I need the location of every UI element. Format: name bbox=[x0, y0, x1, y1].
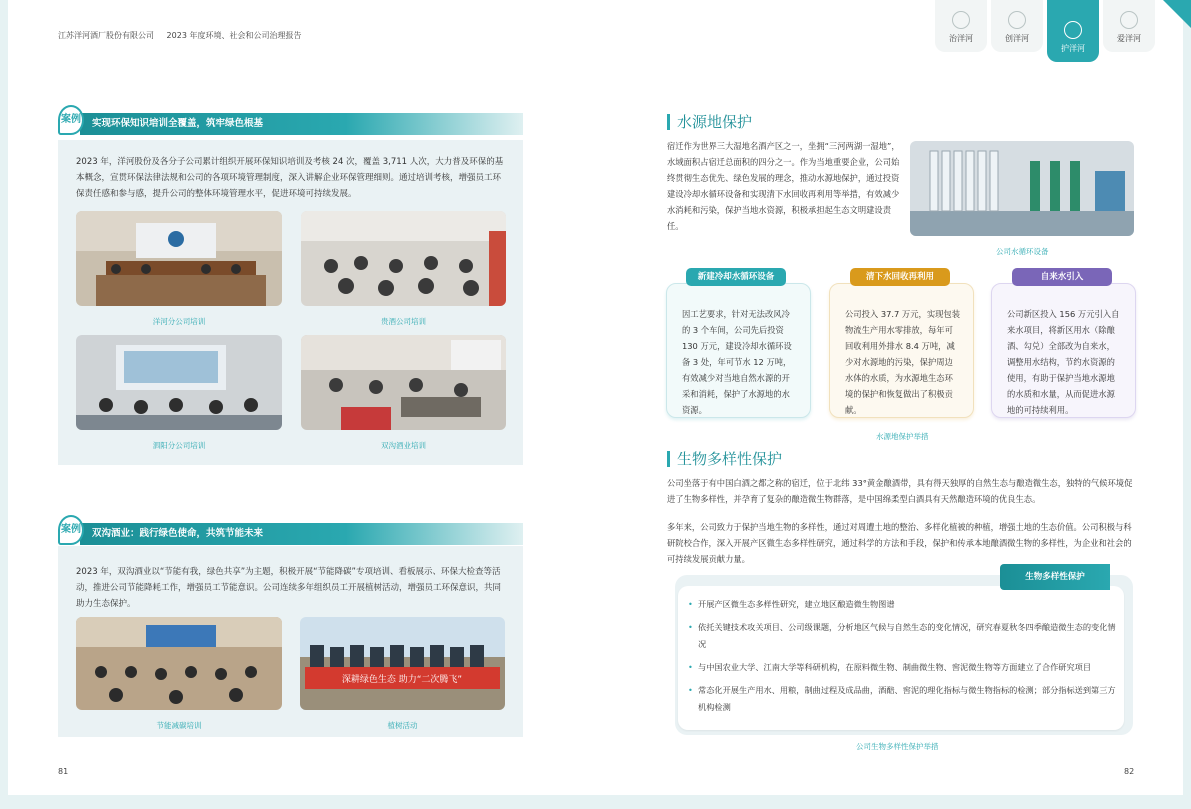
planting-banner-text: 深耕绿色生态 助力“二次腾飞” bbox=[341, 675, 463, 685]
photo-tree-planting bbox=[300, 617, 505, 710]
case2-badge: 案例 bbox=[58, 515, 84, 545]
page-number-left: 81 bbox=[58, 767, 69, 776]
gear-leaf-icon bbox=[952, 11, 970, 29]
case1-title: 实现环保知识培训全覆盖，筑牢绿色根基 bbox=[80, 113, 523, 135]
card-clean-water-reuse-label: 清下水回收再利用 bbox=[850, 268, 950, 286]
company-name: 江苏洋河酒厂股份有限公司 bbox=[58, 31, 154, 40]
chapter-nav bbox=[935, 0, 1155, 62]
water-section-title: 水源地保护 bbox=[667, 114, 752, 130]
caption-tree-planting: 植树活动 bbox=[387, 721, 418, 730]
lightbulb-icon bbox=[1008, 11, 1026, 29]
photo-guijiu-training bbox=[301, 211, 506, 306]
water-drop-icon bbox=[1064, 21, 1082, 39]
page-number-right: 82 bbox=[1124, 767, 1135, 776]
caption-siyang-training: 泗阳分公司培训 bbox=[152, 441, 206, 450]
photo-shuanggou-training bbox=[301, 335, 506, 430]
caption-water-measures: 水源地保护举措 bbox=[876, 432, 929, 441]
photo-energy-training bbox=[76, 617, 282, 710]
case2-title: 双沟酒业：践行绿色使命，共筑节能未来 bbox=[80, 523, 523, 545]
bio-section-title: 生物多样性保护 bbox=[667, 451, 782, 467]
photo-water-cycle-equipment bbox=[910, 141, 1134, 236]
card-clean-water-reuse-text: 公司投入 37.7 万元，实现包装物流生产用水零排放，每年可回收利用外排水 8.4 万吨，减少对水源地的污染，保护周边水体的水质，为水源地生态环境的保护和恢复做出了积极贡献。 bbox=[845, 309, 961, 415]
list-item: • 依托关键技术攻关项目、公司级课题，分析地区气候与自然生态的变化情况，研究春夏秋冬四季酿造微生态的变化情况 bbox=[688, 619, 1118, 653]
card-cooling-water-text: 因工艺要求，针对无法改风冷的 3 个车间，公司先后投资 130 万元，建设冷却水循环设备 3 处，年可节水 12 万吨，有效减少对当地自然水源的开采和消耗，保护了水源地的水资源。 bbox=[682, 309, 792, 415]
caption-shuanggou-training: 双沟酒业培训 bbox=[381, 441, 426, 450]
corner-decoration bbox=[1163, 0, 1191, 28]
case1-badge: 案例 bbox=[58, 105, 84, 135]
case1-text: 2023 年，洋河股份及各分子公司累计组织开展环保知识培训及考核 24 次，覆盖 3,711 人次，大力普及环保的基本概念，宣贯环保法律法规和公司的各项环境管理制度，深入讲解企业环保管理细则。通过培训考核，增强员工环保责任感和参与感，提升公司的整体环境管理水平，促进环境可持续发展。 bbox=[76, 157, 504, 199]
case1-header bbox=[58, 113, 523, 135]
photo-yanghe-training bbox=[76, 211, 282, 306]
case2-header bbox=[58, 523, 523, 545]
list-item: • 常态化开展生产用水、用粮，制曲过程及成品曲，酒醅、窖泥的理化指标与微生物指标的检测；部分指标送到第三方机构检测 bbox=[688, 682, 1118, 716]
caption-guijiu-training: 贵酒公司培训 bbox=[381, 317, 426, 326]
photo-siyang-training bbox=[76, 335, 282, 430]
caption-energy-training: 节能减碳培训 bbox=[156, 721, 202, 730]
bio-measures-label: 生物多样性保护 bbox=[1000, 564, 1110, 590]
case2-text: 2023 年，双沟酒业以“节能有我，绿色共享”为主题，积极开展“节能降碳”专项培训、看板展示、环保大检查等活动，推进公司节能降耗工作，增强员工节能意识。公司连续多年组织员工开展植树活动，增强员工环保意识，共同助力生态保护。 bbox=[76, 567, 502, 609]
card-clean-water-reuse bbox=[829, 283, 974, 418]
water-intro-text: 宿迁作为世界三大湿地名酒产区之一，坐拥“三河两湖一湿地”，水域面积占宿迁总面积的四分之一。作为当地重要企业，公司始终贯彻生态优先、绿色发展的理念，推动水源地保护，通过投资建设冷却水循环设备和实现清下水回收再利用等举措，有效减少水消耗和污染，保护当地水资源，积极承担起生态文明建设责任。 bbox=[667, 141, 900, 231]
caption-bio-measures: 公司生物多样性保护举措 bbox=[856, 742, 939, 751]
list-item: • 开展产区微生态多样性研究，建立地区酿造微生物图谱 bbox=[688, 596, 1118, 613]
caption-yanghe-training: 洋河分公司培训 bbox=[152, 317, 206, 326]
card-tap-water bbox=[991, 283, 1136, 418]
report-header bbox=[58, 30, 311, 41]
bio-para-2: 多年来，公司致力于保护当地生物的多样性，通过对周遭土地的整治、多样化植被的种植，增强土地的生态价值。公司积极与科研院校合作，深入开展产区微生态多样性研究，通过科学的方法和手段，保护和传承本地酿酒微生物的多样性，为企业和社会的可持续发展贡献力量。 bbox=[667, 522, 1132, 564]
card-cooling-water-label: 新建冷却水循环设备 bbox=[686, 268, 786, 286]
tab-zhi-yanghe[interactable]: 治洋河 bbox=[935, 0, 987, 52]
caption-water-cycle-equipment: 公司水循环设备 bbox=[996, 247, 1049, 256]
card-cooling-water bbox=[666, 283, 811, 418]
report-name: 2023 年度环境、社会和公司治理报告 bbox=[166, 31, 302, 40]
heart-hands-icon bbox=[1120, 11, 1138, 29]
card-tap-water-label: 自来水引入 bbox=[1012, 268, 1112, 286]
bio-measures-list bbox=[688, 596, 1118, 722]
card-tap-water-text: 公司新区投入 156 万元引入自来水项目，将新区用水（除酿酒、勾兑）全部改为自来水，调整用水结构，节约水资源的使用，有助于保护当地水源地的水质和水量，从而促进水源地的可持续利用。 bbox=[1007, 309, 1120, 415]
bio-para-1: 公司坐落于有中国白酒之都之称的宿迁，位于北纬 33°黄金酿酒带，具有得天独厚的自然生态与酿造微生态，独特的气候环境促进了生物多样性，并孕育了复杂的酿造微生物群落，是中国绵柔型白酒具有天然酿造环境的优良生态。 bbox=[667, 478, 1133, 504]
tab-hu-yanghe[interactable]: 护洋河 bbox=[1047, 0, 1099, 62]
tab-ai-yanghe[interactable]: 爱洋河 bbox=[1103, 0, 1155, 52]
tab-chuang-yanghe[interactable]: 创洋河 bbox=[991, 0, 1043, 52]
list-item: • 与中国农业大学、江南大学等科研机构，在原料微生物、制曲微生物、窖泥微生物等方面建立了合作研究项目 bbox=[688, 659, 1118, 676]
